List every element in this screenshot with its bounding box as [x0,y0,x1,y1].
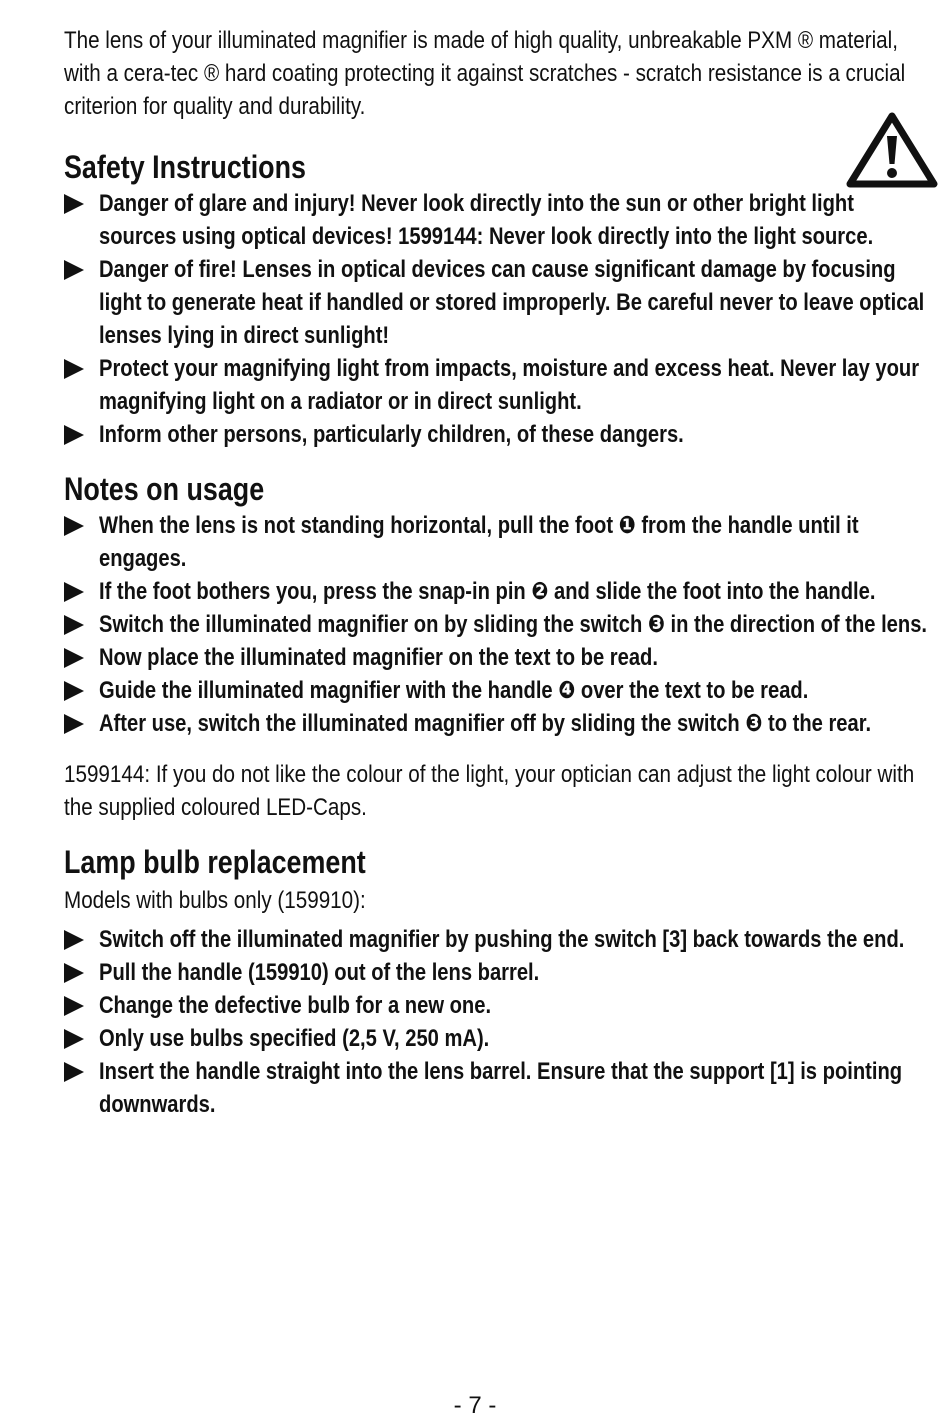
usage-list [64,509,936,740]
list-item-text: Danger of fire! Lenses in optical devices can cause significant damage by focusing light to generate heat if handled or stored improperly. Be careful never to leave optical lenses lying in direct sunlight! [99,256,925,349]
list-item-text: Pull the handle (159910) out of the lens barrel. [99,959,540,986]
triangle-bullet-icon [64,714,84,734]
usage-heading: Notes on usage [64,471,265,507]
triangle-bullet-icon [64,648,84,668]
safety-list [64,187,936,451]
list-item-text: When the lens is not standing horizontal, pull the foot ❶ from the handle until it engages. [99,512,859,572]
triangle-bullet-icon [64,615,84,635]
intro-paragraph: The lens of your illuminated magnifier is made of high quality, unbreakable PXM ® material, with a cera-tec ® hard coating protecting it against scratches - scratch resistance is a crucial criterion for quality and durability. [64,27,906,120]
triangle-bullet-icon [64,359,84,379]
list-item-text: Guide the illuminated magnifier with the handle ❹ over the text to be read. [99,677,809,704]
list-item-text: If the foot bothers you, press the snap-in pin ❷ and slide the foot into the handle. [99,578,876,605]
list-item [64,1022,936,1055]
triangle-bullet-icon [64,516,84,536]
list-item-text: Inform other persons, particularly children, of these dangers. [99,421,684,448]
list-item-text: Change the defective bulb for a new one. [99,992,492,1019]
list-item [64,418,936,451]
triangle-bullet-icon [64,996,84,1016]
list-item-text: Danger of glare and injury! Never look directly into the sun or other bright light sources using optical devices! 1599144: Never look directly into the light source. [99,190,874,250]
list-item-text: Switch the illuminated magnifier on by sliding the switch ❸ in the direction of the lens. [99,611,928,638]
triangle-bullet-icon [64,963,84,983]
lamp-subtitle: Models with bulbs only (159910): [64,887,366,914]
triangle-bullet-icon [64,582,84,602]
triangle-bullet-icon [64,681,84,701]
list-item [64,608,936,641]
usage-note: 1599144: If you do not like the colour of the light, your optician can adjust the light colour with the supplied coloured LED-Caps. [64,761,915,821]
triangle-bullet-icon [64,260,84,280]
list-item [64,253,936,352]
triangle-bullet-icon [64,930,84,950]
triangle-bullet-icon [64,1062,84,1082]
list-item [64,923,936,956]
list-item [64,352,936,418]
list-item [64,187,936,253]
list-item [64,1055,936,1121]
list-item [64,509,936,575]
triangle-bullet-icon [64,425,84,445]
list-item [64,575,936,608]
list-item [64,641,936,674]
list-item-text: Only use bulbs specified (2,5 V, 250 mA). [99,1025,490,1052]
lamp-heading: Lamp bulb replacement [64,844,366,880]
safety-heading: Safety Instructions [64,149,306,185]
list-item-text: After use, switch the illuminated magnifier off by sliding the switch ❸ to the rear. [99,710,872,737]
list-item [64,707,936,740]
triangle-bullet-icon [64,194,84,214]
list-item-text: Protect your magnifying light from impacts, moisture and excess heat. Never lay your magnifying light on a radiator or in direct sunlight. [99,355,920,415]
list-item-text: Now place the illuminated magnifier on the text to be read. [99,644,658,671]
list-item [64,956,936,989]
list-item [64,989,936,1022]
page-number: - 7 - [453,1392,497,1419]
triangle-bullet-icon [64,1029,84,1049]
lamp-list [64,923,936,1121]
list-item [64,674,936,707]
list-item-text: Switch off the illuminated magnifier by pushing the switch [3] back towards the end. [99,926,905,953]
list-item-text: Insert the handle straight into the lens barrel. Ensure that the support [1] is pointing downwards. [99,1058,903,1118]
